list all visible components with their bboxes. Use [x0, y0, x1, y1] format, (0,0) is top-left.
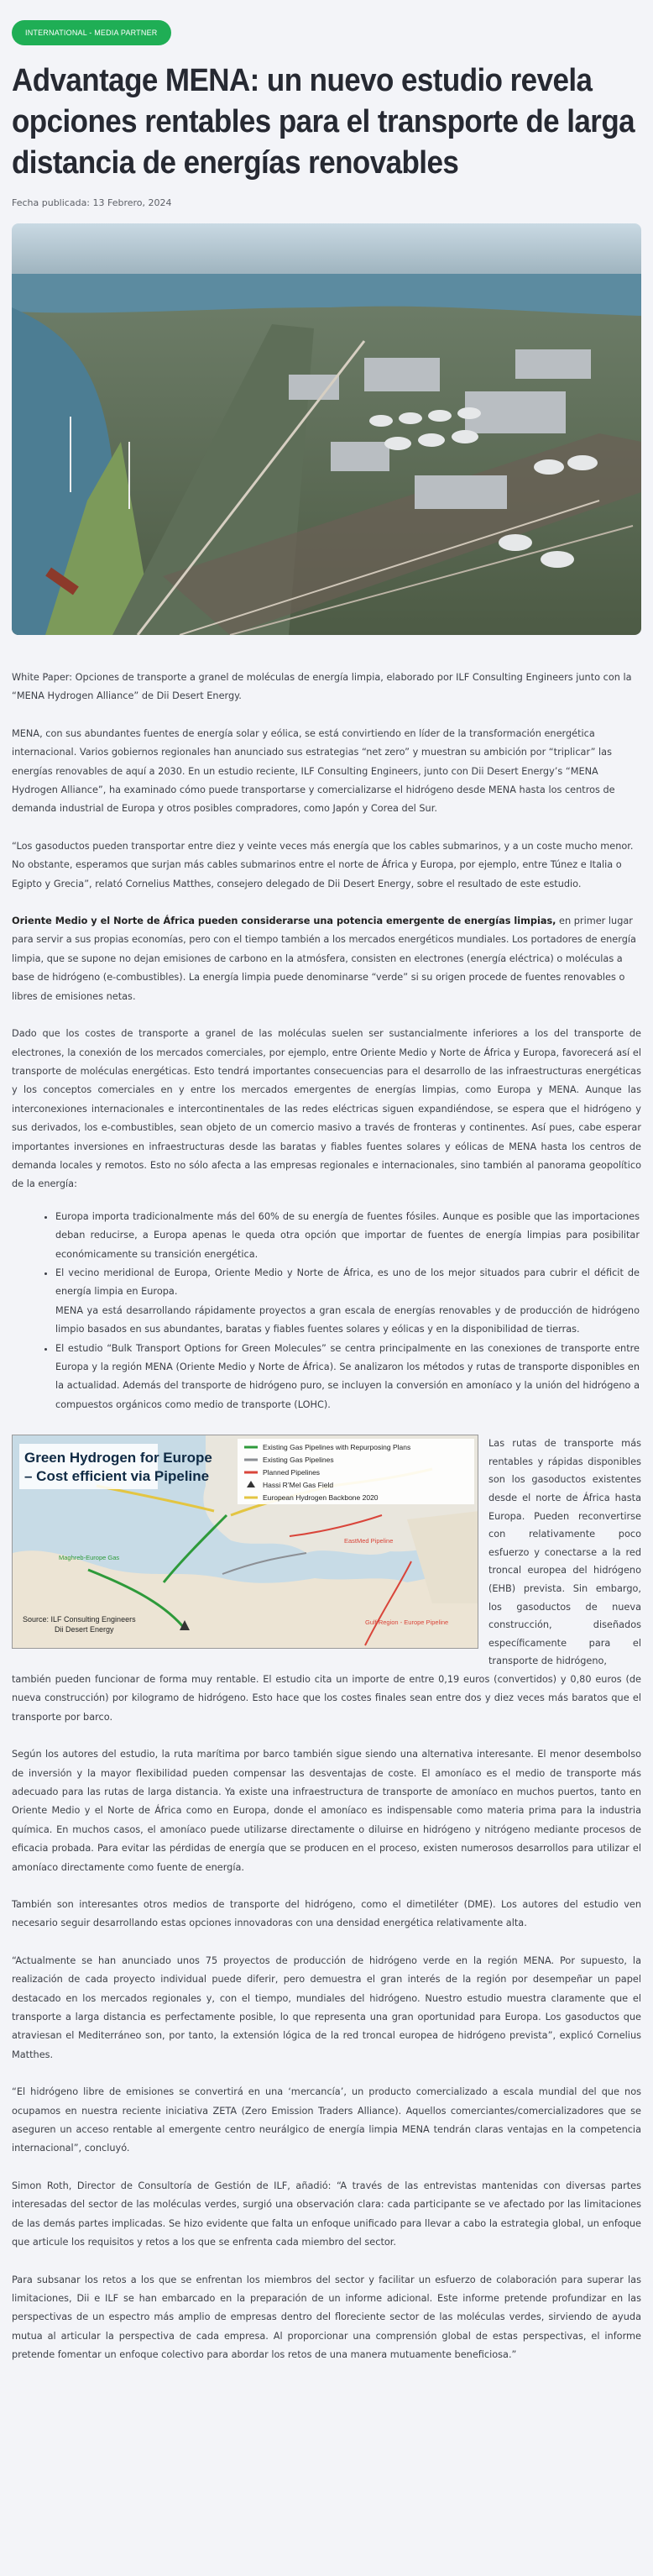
map-title-line2: – Cost efficient via Pipeline	[24, 1468, 210, 1485]
body-paragraph	[12, 912, 641, 1006]
list-item: • El estudio “Bulk Transport Options for Green Molecules” se centra principalmente en las conexiones de transporte entre Europa y la región MENA (Oriente Medio y Norte de África). Se analizaron los métodos y rutas de transporte disponibles en la actualidad. Además del transporte de hidrógeno puro, se incluyen la conversión en amoníaco y la unión del hidrógeno a compuestos orgánicos como medio de transporte (LOHC).	[55, 1340, 641, 1415]
pipeline-map	[12, 1435, 478, 1649]
body-paragraph: MENA, con sus abundantes fuentes de energía solar y eólica, se está convirtiendo en líder de la transformación energética internacional. Varios gobiernos regionales han anunciado sus estrategias “net zero” y muestran su ambición por “triplicar” las energías renovables de aquí a 2030. En un estudio reciente, ILF Consulting Engineers, junto con Dii Desert Energy’s “MENA Hydrogen Alliance”, ha examinado cómo puede transportarse y comercializarse el hidrógeno desde MENA hasta los centros de demanda industrial de Europa y otros posibles compradores, como Japón y Corea del Sur.	[12, 727, 615, 815]
map-source-line1: Source: ILF Consulting Engineers	[23, 1615, 136, 1624]
eastmed-label: EastMed Pipeline	[344, 1537, 394, 1545]
quote-paragraph: Para subsanar los retos a los que se enfrentan los miembros del sector y facilitar un esfuerzo de colaboración para superar las limitaciones, Dii e ILF se han embarcado en la preparación de un informe adicional. Este informe pretende profundizar en las perspectivas de un espectro más amplio de empresas dentro del floreciente sector de las moléculas verdes, sirviendo de ayuda mutua al articular la perspectiva de cada empresa. Al proporcionar una comprensión global de estas perspectivas, el informe pretende fomentar un enfoque colectivo para abordar los retos de una manera mutuamente beneficiosa.”	[12, 2274, 641, 2361]
legend-label: European Hydrogen Backbone 2020	[263, 1493, 379, 1503]
list-item: • Europa importa tradicionalmente más del 60% de su energía de fuentes fósiles. Aunque es posible que las importaciones deban reducirse, a Europa apenas le queda otra opción que importar de fuentes de energía limpias para posibilitar económicamente su transición energética.	[55, 1208, 641, 1264]
legend-label: Existing Gas Pipelines	[263, 1456, 334, 1465]
article-title: Advantage MENA: un nuevo estudio revela opciones rentables para el transporte de larga distancia de energías renovables	[12, 63, 635, 181]
hero-image	[12, 223, 641, 635]
bold-lead: Oriente Medio y el Norte de África pueden considerarse una potencia emergente de energías limpias,	[12, 916, 556, 927]
legend-label: Hassi R’Mel Gas Field	[263, 1481, 334, 1490]
intro-paragraph: White Paper: Opciones de transporte a granel de moléculas de energía limpia, elaborado por ILF Consulting Engineers junto con la “MENA Hydrogen Alliance” de Dii Desert Energy.	[12, 672, 632, 702]
figure-side-text: Las rutas de transporte más rentables y rápidas disponibles son los gasoductos existentes desde el norte de África hasta Europa. Pueden reconvertirse con relativamente poco esfuerzo y conectarse a la red troncal europea del hidrógeno (EHB) prevista. Sin embargo, los gasoductos de nueva construcción, diseñados específicamente para el transporte de hidrógeno,	[488, 1438, 641, 1667]
list-item	[55, 1264, 641, 1340]
quote-paragraph: “El hidrógeno libre de emisiones se convertirá en una ‘mercancía’, un producto comercializado a escala mundial del que nos ocupamos en nuestra reciente iniciativa ZETA (Zero Emission Traders Alliance). Aquellos comerciantes/comercializadores que se aseguren un acceso rentable al emergente centro neurálgico de energía limpia MENA tendrán claras ventajas en la competencia internacional”, concluyó.	[12, 2086, 641, 2154]
map-title-line1: Green Hydrogen for Europe	[24, 1450, 212, 1466]
quote-paragraph: “Actualmente se han anunciado unos 75 proyectos de producción de hidrógeno verde en la región MENA. Por supuesto, la realización de cada proyecto individual puede diferir, pero demuestra el gran interés de la región por desempeñar un papel destacado en los mercados regionales y, con el tiempo, mundiales del hidrógeno. Nuestro estudio muestra claramente que el transporte a larga distancia es perfectamente posible, lo que representa una gran oportunidad para Europa. Los gasoductos que atraviesan el Mediterráneo son, por tanto, la extensión lógica de la red troncal europea de hidrógeno prevista”, explicó Cornelius Matthes.	[12, 1954, 641, 2060]
paragraph-text: en primer lugar para servir a sus propias economías, pero con el tiempo también a los mercados energéticos mundiales. Los portadores de energía limpia, que se supone no dejan emisiones de carbono en la atmósfera, consisten en electrones (energía eléctrica) o moléculas a base de hidrógeno (e-combustibles). La energía limpia puede denominarse “verde” si su origen procede de fuentes renovables o libres de emisiones netas.	[12, 916, 636, 1002]
publish-date: Fecha publicada: 13 Febrero, 2024	[12, 197, 172, 208]
body-paragraph: Según los autores del estudio, la ruta marítima por barco también sigue siendo una alternativa interesante. El menor desembolso de inversión y la mayor flexibilidad pueden compensar las desventajas de coste. El amoníaco es el medio de transporte más adecuado para las rutas de larga distancia. Ya existe una infraestructura de transporte de amoníaco en muchos puertos, tanto en Oriente Medio y el Norte de África como en Europa, donde el amoníaco es indispensable como materia prima para la industria química. En muchos casos, el amoníaco puede utilizarse directamente o diluirse en hidrógeno y nitrógeno mediante procesos de eficacia probada. Para evitar las pérdidas de energía que se producen en el proceso, existen numerosos desarrollos para utilizar el amoníaco directamente como fuente de energía.	[12, 1749, 641, 1873]
category-tag[interactable]: INTERNATIONAL - MEDIA PARTNER	[12, 20, 171, 45]
bullet-list	[55, 1208, 641, 1414]
map-graphic	[13, 1435, 478, 1649]
gulf-label: Gulf Region - Europe Pipeline	[365, 1619, 449, 1627]
body-paragraph: también pueden funcionar de forma muy rentable. El estudio cita un importe de entre 0,19 euros (convertidos) y 0,80 euros (de nueva construcción) por kilogramo de hidrógeno. Esto hace que los costes finales sean entre dos y diez veces más baratos que el transporte por barco.	[12, 1673, 641, 1723]
body-paragraph: Dado que los costes de transporte a granel de las moléculas suelen ser sustancialmente inferiores a los del transporte de electrones, la conexión de los mercados comerciales, por ejemplo, entre Oriente Medio y Norte de África y Europa, favorecerá así el transporte de moléculas energéticas. Esto tendrá importantes consecuencias para el desarrollo de las infraestructuras energéticas y los conceptos comerciales en y entre los mercados emergentes de energías limpias, como Europa y MENA. Aunque las interconexiones internacionales e intercontinentales de las redes eléctricas siguen expandiéndose, se espera que el hidrógeno y sus derivados, los e-combustibles, sean objeto de un comercio masivo a través de fronteras y continentes. Así pues, cabe esperar importantes inversiones en infraestructuras desde las baratas y fiables fuentes solares y eólicas de MENA hasta los centros de demanda locales y remotos. Esto no sólo afecta a las empresas regionales e internacionales, sino también al panorama geopolítico de la energía:	[12, 1028, 641, 1190]
figure-row	[12, 1435, 641, 1671]
body-paragraph: También son interesantes otros medios de transporte del hidrógeno, como el dimetiléter (DME). Los autores del estudio ven necesario seguir desarrollando estas opciones innovadoras con una densidad energética relativamente alta.	[12, 1899, 641, 1929]
maghreb-label: Maghreb-Europe Gas	[59, 1554, 120, 1562]
quote-paragraph: Simon Roth, Director de Consultoría de Gestión de ILF, añadió: “A través de las entrevistas mantenidas con diversas partes interesadas del sector de las moléculas verdes, surgió una observación clara: cada participante se ve afectado por las limitaciones de las demás partes implicadas. Se hizo evidente que falta un enfoque unificado para llevar a cabo la estrategia global, un enfoque que articule los requisitos y retos a los que se enfrenta cada miembro del sector.	[12, 2180, 641, 2248]
legend-label: Planned Pipelines	[263, 1468, 321, 1477]
legend-label: Existing Gas Pipelines with Repurposing Plans	[263, 1443, 411, 1452]
list-item-text: MENA ya está desarrollando rápidamente proyectos a gran escala de energías renovables y de producción de hidrógeno limpio basados en sus abundantes, baratas y fiables fuentes solares y eólicas y en la disponibilidad de tierras.	[55, 1304, 640, 1335]
list-item-text: El vecino meridional de Europa, Oriente Medio y Norte de África, es uno de los mejor situados para cubrir el déficit de energía limpia en Europa.	[55, 1267, 640, 1298]
quote-paragraph: “Los gasoductos pueden transportar entre diez y veinte veces más energía que los cables submarinos, y a un coste mucho menor. No obstante, esperamos que surjan más cables submarinos entre el norte de África y Europa, por ejemplo, entre Túnez e Italia o Egipto y Grecia”, relató Cornelius Matthes, consejero delegado de Dii Desert Energy, sobre el resultado de este estudio.	[12, 840, 634, 889]
map-source-line2: Dii Desert Energy	[55, 1625, 114, 1634]
